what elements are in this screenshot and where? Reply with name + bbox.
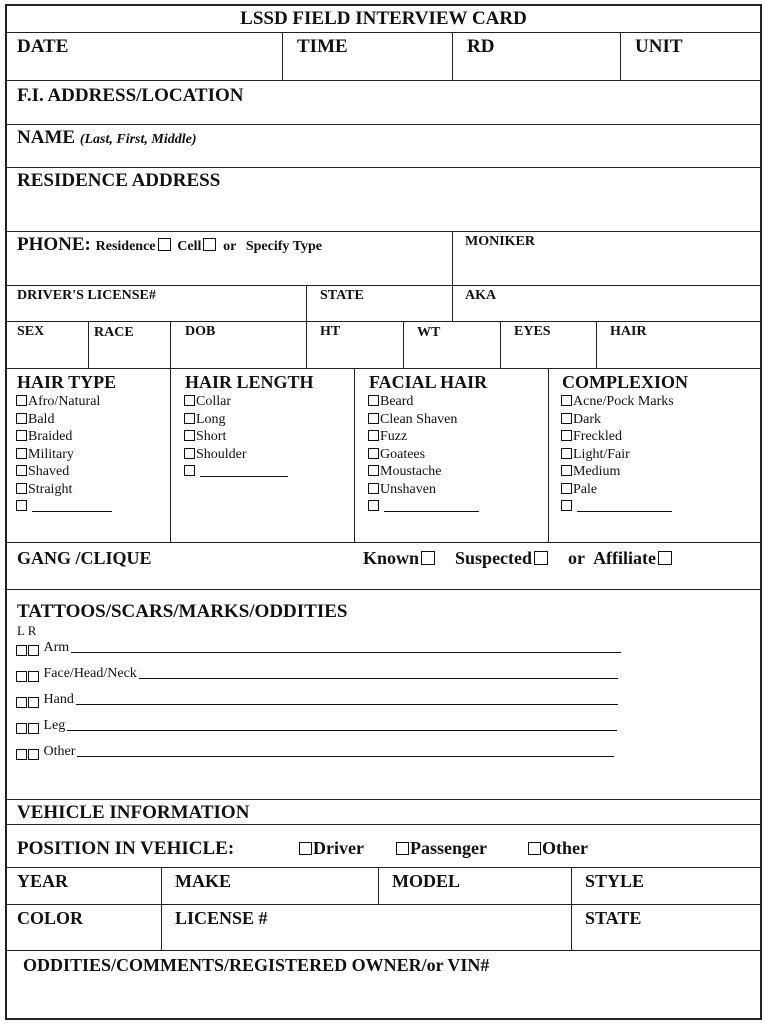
left-checkbox[interactable] [16,671,27,682]
facial-hair-option[interactable]: Clean Shaven [368,411,479,429]
gang-options [363,548,674,569]
position-in-vehicle-label: POSITION IN VEHICLE: [17,838,235,859]
vehicle-state-label: STATE [585,908,642,928]
right-checkbox[interactable] [28,749,39,760]
tattoo-row-arm[interactable]: Arm [16,640,621,656]
tattoo-row-face[interactable]: Face/Head/Neck [16,666,618,682]
hair-length-option[interactable]: Shoulder [184,446,288,464]
vehicle-license-label: LICENSE # [175,908,268,928]
hair-type-option[interactable]: Military [16,446,112,464]
facial-hair-option[interactable]: Moustache [368,463,479,481]
affiliate-label: Affiliate [593,548,657,568]
name-label-text: NAME [17,127,76,148]
divider [596,321,597,368]
hair-type-title: HAIR TYPE [17,372,117,392]
divider [452,32,453,80]
divider [500,321,501,368]
checkbox[interactable] [368,483,379,494]
divider [7,799,760,800]
hair-length-title: HAIR LENGTH [185,372,314,392]
phone-label [17,234,322,256]
entry-line[interactable] [77,755,614,757]
or-label: or [568,548,586,568]
entry-line[interactable] [67,729,617,731]
complexion-option[interactable]: Pale [561,481,674,499]
checkbox[interactable] [368,413,379,424]
divider [354,368,355,542]
divider [548,368,549,542]
oddities-label: ODDITIES/COMMENTS/REGISTERED OWNER/or VIN# [23,955,490,975]
facial-hair-other[interactable] [368,498,479,516]
rd-label: RD [467,36,495,57]
checkbox[interactable] [184,395,195,406]
other-line[interactable] [384,499,479,512]
sex-label: SEX [17,324,45,339]
driver-checkbox[interactable] [299,842,312,855]
affiliate-checkbox[interactable] [658,551,672,565]
other-line[interactable] [200,464,288,477]
divider [282,32,283,80]
checkbox[interactable] [184,430,195,441]
complexion-other[interactable] [561,498,674,516]
residence-address-label: RESIDENCE ADDRESS [17,170,221,191]
year-label: YEAR [17,871,69,891]
hair-type-option[interactable]: Straight [16,481,112,499]
tattoos-title: TATTOOS/SCARS/MARKS/ODDITIES [17,601,348,622]
phone-specify-label: Specify Type [245,239,322,254]
phone-label-text: PHONE: [17,234,91,255]
divider [7,824,760,825]
complexion-title: COMPLEXION [562,372,688,392]
divider [7,904,760,905]
name-label [17,127,196,149]
model-label: MODEL [392,871,461,891]
driver-option[interactable]: Driver [299,838,364,859]
checkbox[interactable] [16,395,27,406]
hair-type-option[interactable]: Bald [16,411,112,429]
checkbox[interactable] [561,395,572,406]
right-checkbox[interactable] [28,671,39,682]
checkbox[interactable] [368,430,379,441]
checkbox[interactable] [16,430,27,441]
dob-label: DOB [185,324,216,339]
checkbox[interactable] [16,448,27,459]
passenger-option[interactable]: Passenger [396,838,487,859]
complexion-option[interactable]: Freckled [561,428,674,446]
moniker-label: MONIKER [465,234,535,249]
checkbox[interactable] [368,448,379,459]
known-checkbox[interactable] [421,551,435,565]
hair-length-option[interactable]: Collar [184,393,288,411]
divider [7,321,760,322]
divider [403,321,404,368]
checkbox[interactable] [184,413,195,424]
divider [571,867,572,950]
facial-hair-option[interactable]: Goatees [368,446,479,464]
make-label: MAKE [175,871,231,891]
style-label: STYLE [585,871,645,891]
license-state-label: STATE [320,288,364,303]
checkbox[interactable] [368,395,379,406]
right-checkbox[interactable] [28,645,39,656]
divider [88,321,89,368]
date-label: DATE [17,36,69,57]
suspected-label: Suspected [455,548,533,568]
checkbox[interactable] [561,430,572,441]
divider [7,80,760,81]
known-label: Known [363,548,420,568]
divider [452,231,453,321]
time-label: TIME [297,36,348,57]
facial-hair-options [368,393,479,516]
hair-type-other[interactable] [16,498,112,516]
other-checkbox[interactable] [528,842,541,855]
left-checkbox[interactable] [16,645,27,656]
left-checkbox[interactable] [16,749,27,760]
other-line[interactable] [32,499,112,512]
wt-label: WT [417,325,441,340]
left-right-label: L R [17,623,37,638]
hair-type-option[interactable]: Braided [16,428,112,446]
aka-label: AKA [465,288,497,303]
checkbox[interactable] [561,413,572,424]
complexion-option[interactable]: Dark [561,411,674,429]
hair-type-options [16,393,112,516]
right-checkbox[interactable] [28,723,39,734]
phone-cell-label: Cell [177,239,202,254]
divider [170,368,171,542]
facial-hair-option[interactable]: Beard [368,393,479,411]
divider [7,124,760,125]
divider [7,542,760,543]
checkbox[interactable] [368,465,379,476]
hair-length-other[interactable] [184,463,288,481]
suspected-checkbox[interactable] [534,551,548,565]
checkbox[interactable] [184,448,195,459]
checkbox[interactable] [16,483,27,494]
divider [7,368,760,369]
eyes-label: EYES [514,324,551,339]
divider [7,167,760,168]
complexion-option[interactable]: Light/Fair [561,446,674,464]
tattoo-row-leg[interactable]: Leg [16,718,617,734]
fi-address-label: F.I. ADDRESS/LOCATION [17,85,244,106]
hair-type-option[interactable]: Afro/Natural [16,393,112,411]
entry-line[interactable] [71,651,621,653]
divider [7,950,760,951]
entry-line[interactable] [139,677,618,679]
hair-length-options [184,393,288,481]
facial-hair-title: FACIAL HAIR [369,372,488,392]
divider [161,867,162,950]
drivers-license-label: DRIVER'S LICENSE# [17,288,156,303]
complexion-option[interactable]: Medium [561,463,674,481]
divider [7,867,760,868]
race-label: RACE [94,325,134,340]
form-title: LSSD FIELD INTERVIEW CARD [240,8,527,29]
left-checkbox[interactable] [16,723,27,734]
checkbox[interactable] [16,500,27,511]
facial-hair-option[interactable]: Unshaven [368,481,479,499]
hair-type-option[interactable]: Shaved [16,463,112,481]
name-hint: (Last, First, Middle) [79,132,197,147]
facial-hair-option[interactable]: Fuzz [368,428,479,446]
divider [7,589,760,590]
complexion-options [561,393,674,516]
checkbox[interactable] [561,483,572,494]
checkbox[interactable] [561,500,572,511]
color-label: COLOR [17,908,84,928]
cell-checkbox[interactable] [203,238,216,251]
divider [7,285,760,286]
vehicle-info-title: VEHICLE INFORMATION [17,802,250,823]
divider [620,32,621,80]
residence-checkbox[interactable] [158,238,171,251]
hair-length-option[interactable]: Long [184,411,288,429]
left-checkbox[interactable] [16,697,27,708]
checkbox[interactable] [184,465,195,476]
checkbox[interactable] [368,500,379,511]
right-checkbox[interactable] [28,697,39,708]
other-line[interactable] [577,499,672,512]
hair-label: HAIR [610,324,647,339]
divider [170,321,171,368]
passenger-checkbox[interactable] [396,842,409,855]
checkbox[interactable] [16,413,27,424]
checkbox[interactable] [561,465,572,476]
phone-or-label: or [223,239,237,254]
divider [378,867,379,904]
entry-line[interactable] [76,703,618,705]
tattoo-row-other[interactable]: Other [16,744,614,760]
checkbox[interactable] [561,448,572,459]
divider [7,32,760,33]
checkbox[interactable] [16,465,27,476]
phone-residence-label: Residence [95,239,156,254]
divider [306,285,307,368]
unit-label: UNIT [635,36,683,57]
other-option[interactable]: Other [528,838,588,859]
ht-label: HT [320,324,341,339]
divider [7,231,760,232]
complexion-option[interactable]: Acne/Pock Marks [561,393,674,411]
tattoo-row-hand[interactable]: Hand [16,692,618,708]
gang-clique-label: GANG /CLIQUE [17,548,152,568]
hair-length-option[interactable]: Short [184,428,288,446]
field-interview-card [5,4,762,1020]
